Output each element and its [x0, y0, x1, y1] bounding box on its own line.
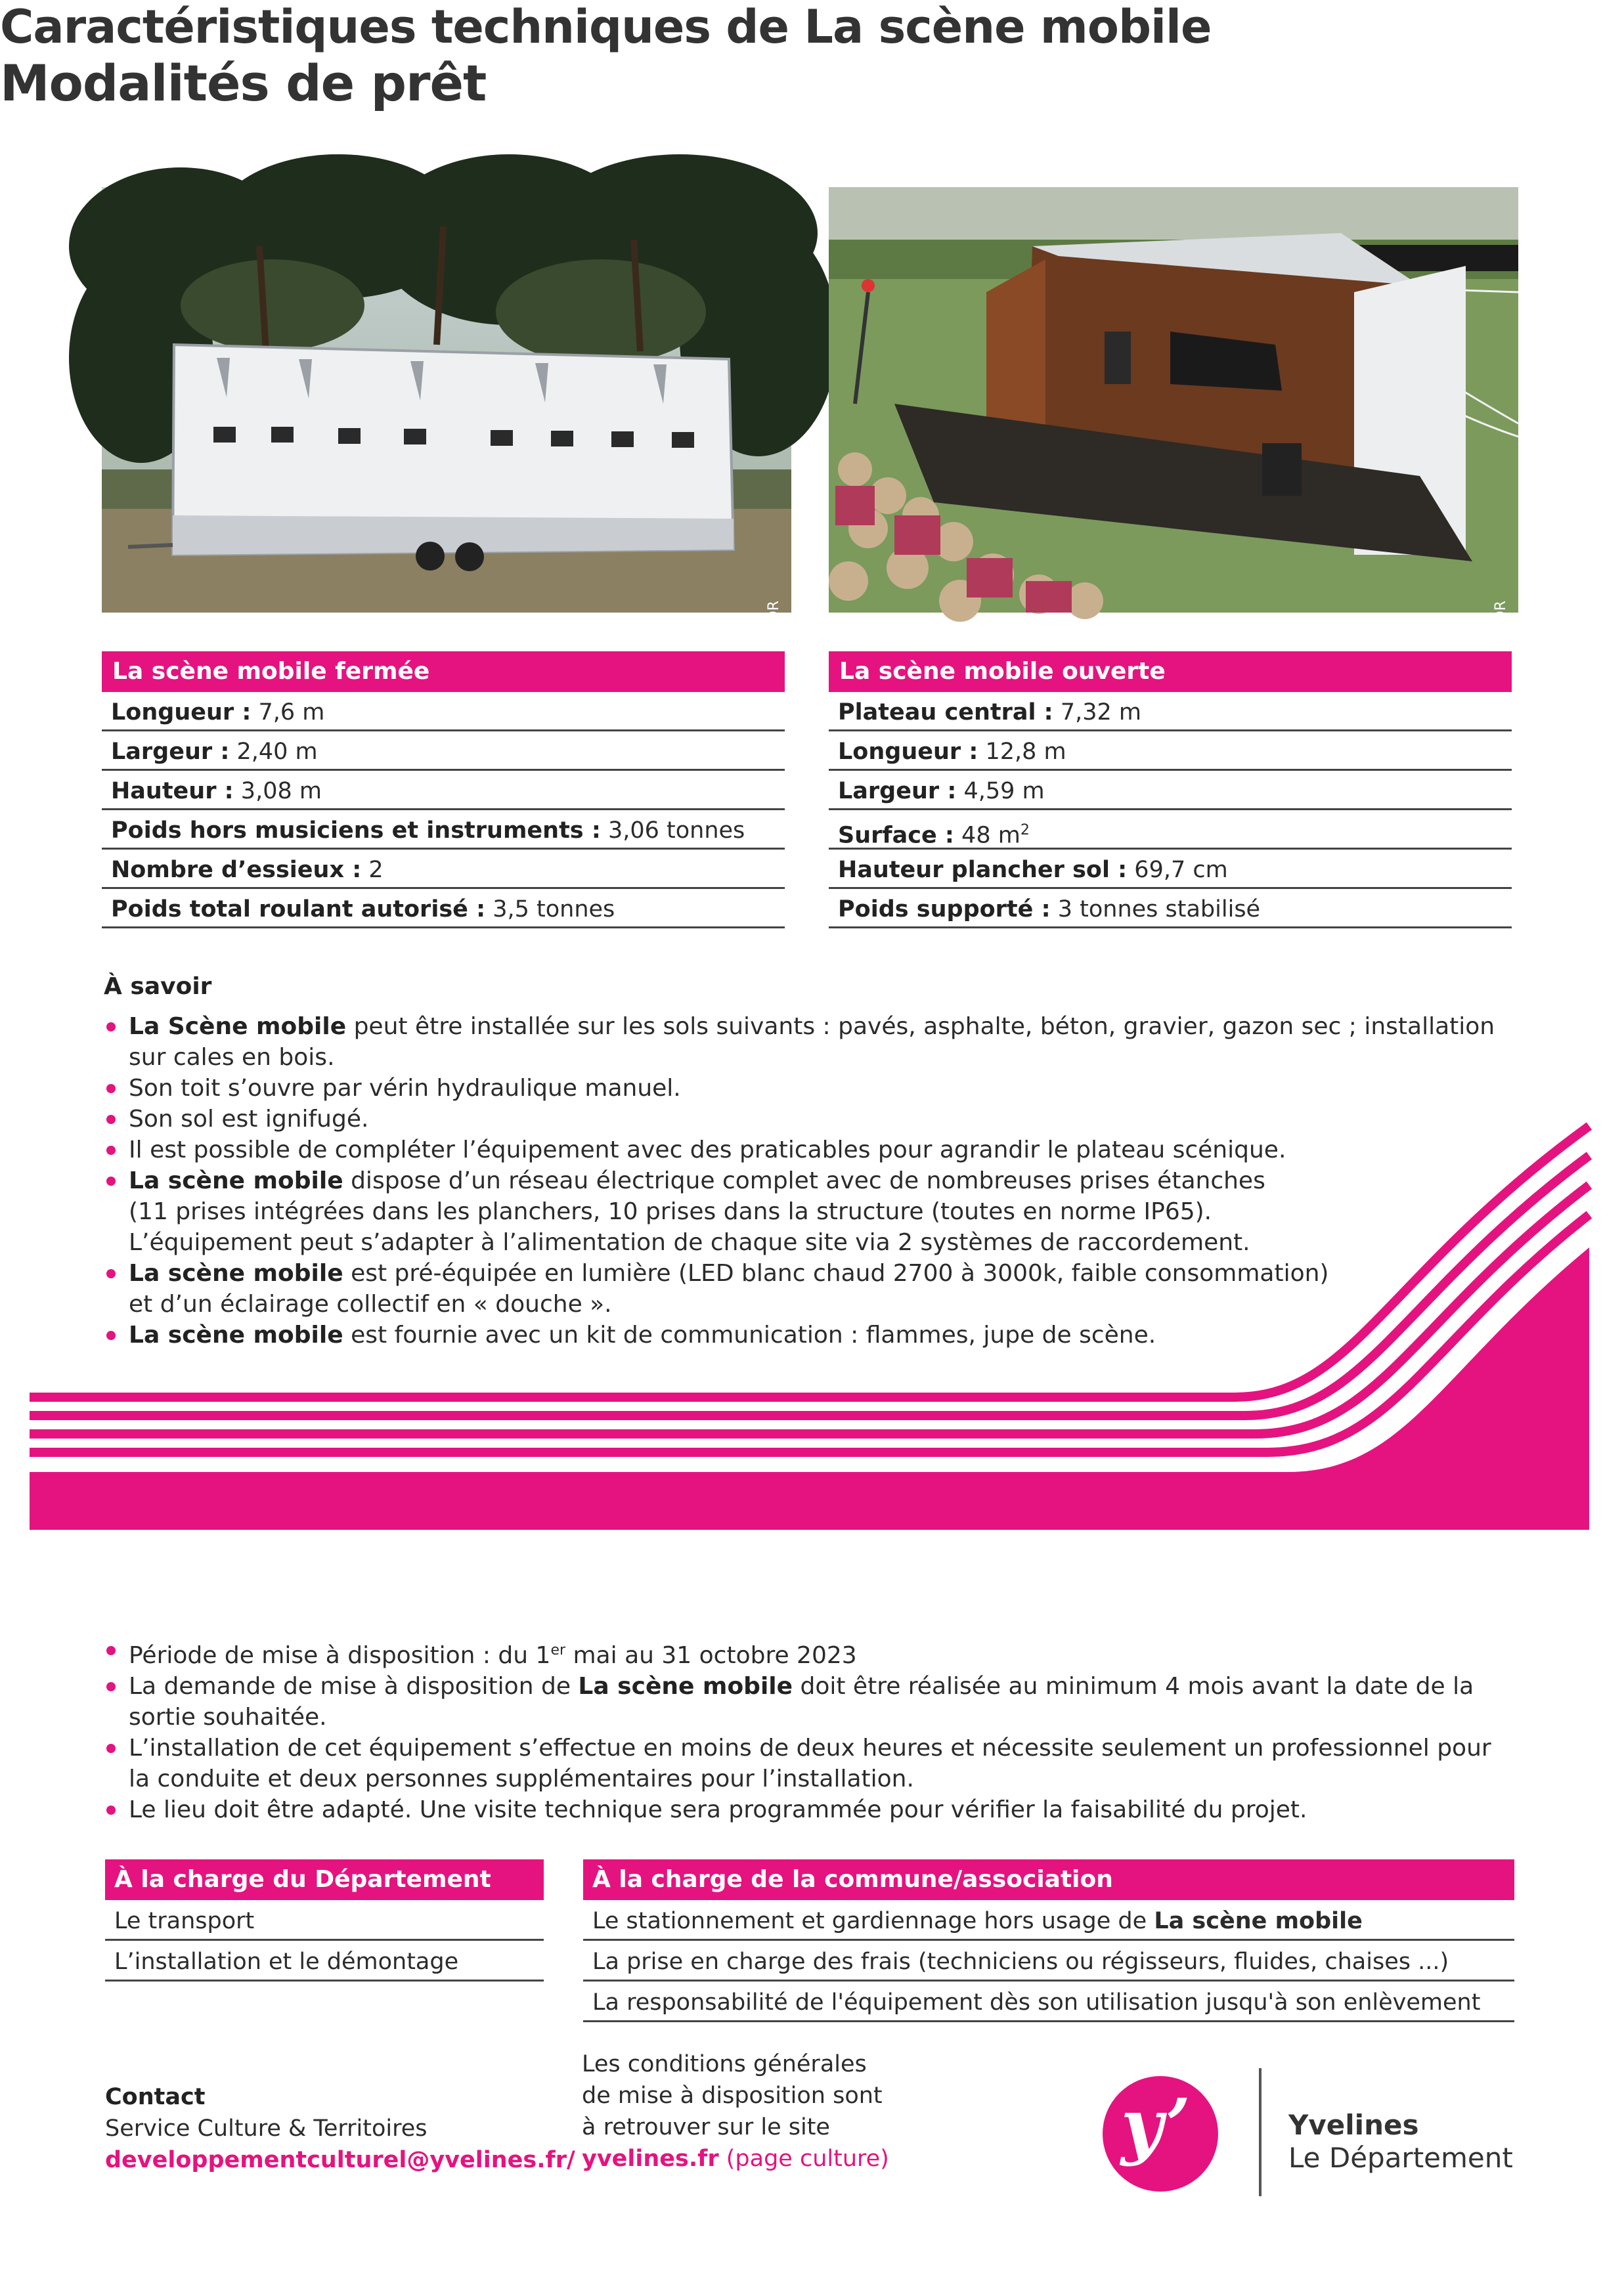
conditions-line: Les conditions générales	[582, 2051, 867, 2077]
contact-title: Contact	[105, 2084, 206, 2110]
contact-block	[105, 2081, 575, 2176]
list-item: La scène mobile dispose d’un réseau électrique complet avec de nombreuses prises étanches (11 prises intégrées dans les planchers, 10 prises dans la structure (toutes en norme IP65). L’équipement peut s’adapter à l’alimentation de chaque site via 2 systèmes de raccordement.	[104, 1165, 1298, 1258]
table-row: L’installation et le démontage	[105, 1941, 544, 1982]
contact-service: Service Culture & Territoires	[105, 2115, 428, 2142]
section-title: Modalités de prêt	[0, 54, 487, 112]
logo-divider	[1259, 2068, 1262, 2196]
photo-credit: © DR	[766, 601, 782, 641]
table-row: La prise en charge des frais (techniciens ou régisseurs, fluides, chaises ...)	[583, 1941, 1514, 1982]
charge-commune-table	[583, 1859, 1514, 2022]
list-item: Son toit s’ouvre par vérin hydraulique manuel.	[104, 1073, 1516, 1104]
table-row: Le stationnement et gardiennage hors usage de La scène mobile	[583, 1900, 1514, 1941]
spec-row: Longueur : 12,8 m	[829, 731, 1512, 771]
list-item: Le lieu doit être adapté. Une visite technique sera programmée pour vérifier la faisabilité du projet.	[104, 1794, 1516, 1825]
charge-departement-table	[105, 1859, 544, 1982]
spec-row: Largeur : 4,59 m	[829, 771, 1512, 810]
photo-open-stage	[829, 187, 1518, 641]
list-item: La scène mobile est fournie avec un kit de communication : flammes, jupe de scène.	[104, 1320, 1516, 1351]
spec-row: Largeur : 2,40 m	[102, 731, 785, 771]
modalites-list	[104, 1635, 1516, 1825]
list-item: La demande de mise à disposition de La scène mobile doit être réalisée au minimum 4 mois avant la date de la sortie souhaitée.	[104, 1671, 1516, 1733]
list-item: Il est possible de compléter l’équipement avec des praticables pour agrandir le plateau scénique.	[104, 1135, 1516, 1165]
photo-credit: © DR	[1493, 601, 1509, 641]
spec-row: Longueur : 7,6 m	[102, 692, 785, 731]
spec-row: Hauteur : 3,08 m	[102, 771, 785, 810]
open-stage-illustration	[829, 187, 1518, 613]
spec-row: Poids hors musiciens et instruments : 3,06 tonnes	[102, 810, 785, 850]
charge-table-header: À la charge du Département	[105, 1859, 544, 1900]
spec-row: Poids total roulant autorisé : 3,5 tonnes	[102, 889, 785, 928]
asavoir-title: À savoir	[104, 973, 212, 1000]
conditions-site-line: yvelines.fr (page culture)	[582, 2146, 889, 2172]
list-item: Son sol est ignifugé.	[104, 1104, 1516, 1135]
charge-table-header: À la charge de la commune/association	[583, 1859, 1514, 1900]
table-row: Le transport	[105, 1900, 544, 1941]
spec-row: Surface : 48 $m^2$	[829, 810, 1512, 850]
svg-text:y’: y’	[1120, 2083, 1191, 2167]
logo-name: Yvelines	[1288, 2109, 1419, 2141]
list-item: Période de mise à disposition : du 1er mai au 31 octobre 2023	[104, 1635, 1516, 1671]
photo-closed-stage	[102, 187, 791, 641]
page-title: Caractéristiques techniques de La scène mobile	[0, 0, 1212, 54]
spec-row: Plateau central : 7,32 m	[829, 692, 1512, 731]
spec-table-open	[829, 651, 1512, 928]
spec-row: Poids supporté : 3 tonnes stabilisé	[829, 889, 1512, 928]
spec-table-header: La scène mobile ouverte	[829, 651, 1512, 692]
site-link[interactable]: yvelines.fr	[582, 2146, 719, 2172]
list-item: La scène mobile est pré-équipée en lumière (LED blanc chaud 2700 à 3000k, faible consommation) et d’un éclairage collectif en « douche ».	[104, 1258, 1350, 1320]
yvelines-logo-mark	[1098, 2071, 1223, 2196]
spec-row: Hauteur plancher sol : 69,7 cm	[829, 850, 1512, 889]
spec-table-header: La scène mobile fermée	[102, 651, 785, 692]
table-row: La responsabilité de l'équipement dès son utilisation jusqu'à son enlèvement	[583, 1982, 1514, 2022]
spec-row: Nombre d’essieux : 2	[102, 850, 785, 889]
list-item: L’installation de cet équipement s’effectue en moins de deux heures et nécessite seulement un professionnel pour la conduite et deux personnes supplémentaires pour l’installation.	[104, 1733, 1516, 1794]
spec-table-closed	[102, 651, 785, 928]
yvelines-logo	[1098, 2068, 1558, 2199]
closed-stage-illustration	[102, 187, 791, 613]
list-item: La Scène mobile peut être installée sur les sols suivants : pavés, asphalte, béton, gravier, gazon sec ; installation sur cales en bois.	[104, 1011, 1516, 1073]
conditions-line: à retrouver sur le site	[582, 2114, 830, 2140]
conditions-block	[582, 2048, 889, 2175]
asavoir-list	[104, 1011, 1516, 1351]
contact-email-link[interactable]: developpementculturel@yvelines.fr/	[105, 2147, 575, 2173]
logo-subtitle: Le Département	[1288, 2142, 1513, 2174]
conditions-line: de mise à disposition sont	[582, 2083, 883, 2109]
